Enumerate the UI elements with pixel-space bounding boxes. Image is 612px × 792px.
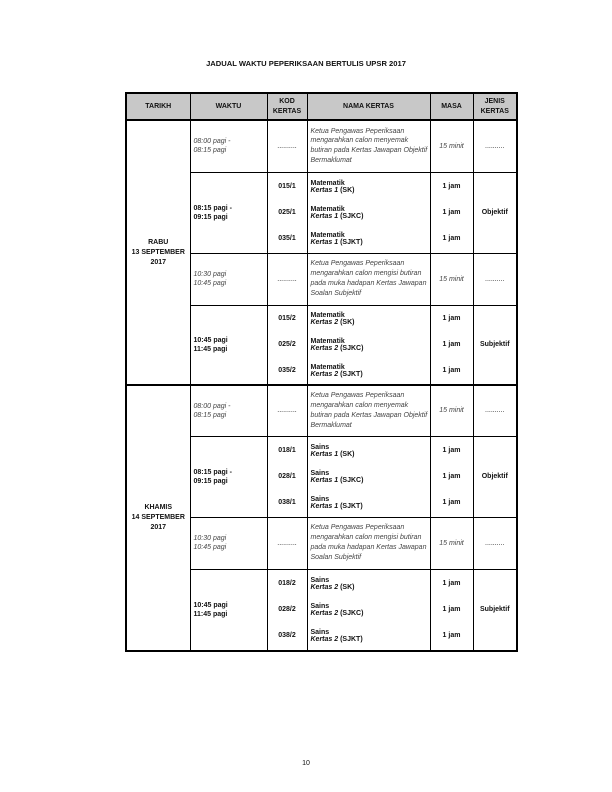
paper-duration: 1 jam (442, 315, 461, 323)
time-start: 10:30 pagi (193, 271, 227, 278)
school-type: (SJKT) (340, 635, 363, 643)
date-cell (126, 120, 190, 385)
paper-code: 018/2 (278, 580, 296, 588)
table-row (126, 385, 517, 436)
name-cell (307, 569, 430, 651)
code-cell (267, 305, 307, 385)
school-type: (SJKT) (340, 238, 363, 246)
time-cell (190, 253, 267, 305)
time-end: 11:45 pagi (193, 610, 228, 618)
paper-code: 035/2 (278, 367, 296, 375)
code-cell: .......... (267, 253, 307, 305)
subject: Sains (310, 628, 330, 636)
paper-duration: 1 jam (442, 209, 461, 216)
type-cell: .......... (473, 385, 517, 436)
school-type: (SJKC) (340, 609, 364, 617)
duration-cell: 15 minit (430, 517, 473, 569)
day: KHAMIS (144, 504, 173, 511)
instruction-note: Ketua Pengawas Peperiksaan mengarahkan calon menyemak butiran pada Kertas Jawapan Objektif Bermaklumat (307, 120, 430, 172)
paper-name (308, 623, 430, 649)
type-cell: Objektif (473, 172, 517, 253)
time-end: 10:45 pagi (193, 280, 227, 287)
time-start: 08:00 pagi - (193, 402, 231, 410)
subject: Sains (310, 443, 330, 451)
subject: Sains (310, 495, 330, 503)
name-cell (307, 436, 430, 517)
time-end: 11:45 pagi (193, 345, 228, 353)
time-end: 10:45 pagi (193, 544, 227, 551)
paper-number: Kertas 2 (310, 370, 339, 378)
subject: Matematik (310, 205, 345, 213)
paper-number: Kertas 2 (310, 318, 339, 326)
time-start: 08:00 pagi - (193, 138, 231, 146)
paper-name (308, 174, 430, 200)
paper-number: Kertas 1 (310, 502, 339, 510)
type-cell: Objektif (473, 436, 517, 517)
school-type: (SJKT) (340, 370, 363, 378)
code-cell: .......... (267, 120, 307, 172)
time-start: 08:15 pagi - (193, 468, 233, 476)
paper-code: 018/1 (278, 447, 296, 454)
school-type: (SJKT) (340, 502, 363, 510)
time-cell (190, 436, 267, 517)
year: 2017 (150, 258, 167, 266)
date-cell (126, 385, 190, 651)
school-type: (SK) (340, 318, 355, 326)
code-cell (267, 569, 307, 651)
paper-code: 015/1 (278, 183, 296, 190)
school-type: (SK) (340, 450, 355, 458)
paper-number: Kertas 1 (310, 238, 339, 246)
paper-code: 025/2 (278, 341, 296, 349)
paper-duration: 1 jam (442, 580, 461, 588)
paper-name (308, 464, 430, 490)
paper-name (308, 226, 430, 252)
time-end: 08:15 pagi (193, 411, 227, 419)
code-cell: .......... (267, 517, 307, 569)
school-type: (SK) (340, 186, 355, 194)
school-type: (SK) (340, 583, 355, 591)
paper-name (308, 571, 430, 597)
time-start: 10:45 pagi (193, 336, 228, 344)
header-masa: MASA (430, 93, 473, 120)
instruction-note: Ketua Pengawas Peperiksaan mengarahkan calon mengisi butiran pada muka hadapan Kertas Jawapan Soalan Subjektif (307, 253, 430, 305)
header-nama: NAMA KERTAS (307, 93, 430, 120)
paper-code: 035/1 (278, 235, 296, 242)
duration-cell: 15 minit (430, 120, 473, 172)
type-cell: .......... (473, 120, 517, 172)
date: 13 SEPTEMBER (131, 248, 185, 256)
paper-name (308, 200, 430, 226)
paper-duration: 1 jam (442, 447, 461, 454)
type-cell: Subjektif (473, 305, 517, 385)
table-header (126, 93, 517, 120)
paper-duration: 1 jam (442, 367, 461, 375)
duration-cell (430, 569, 473, 651)
time-start: 10:30 pagi (193, 535, 227, 542)
school-type: (SJKC) (340, 212, 364, 220)
school-type: (SJKC) (340, 476, 364, 484)
subject: Sains (310, 469, 330, 477)
paper-number: Kertas 1 (310, 212, 339, 220)
paper-number: Kertas 1 (310, 186, 339, 194)
date: 14 SEPTEMBER (131, 514, 185, 521)
instruction-note: Ketua Pengawas Peperiksaan mengarahkan calon menyemak butiran pada Kertas Jawapan Objektif Bermaklumat (307, 385, 430, 436)
time-cell (190, 120, 267, 172)
paper-code: 028/2 (278, 606, 296, 614)
duration-cell: 15 minit (430, 385, 473, 436)
paper-name (308, 332, 430, 358)
school-type: (SJKC) (340, 344, 364, 352)
paper-duration: 1 jam (442, 606, 461, 614)
paper-number: Kertas 1 (310, 476, 339, 484)
paper-duration: 1 jam (442, 341, 461, 349)
year: 2017 (150, 524, 167, 531)
paper-name (308, 597, 430, 623)
time-start: 08:15 pagi - (193, 204, 233, 212)
paper-name (308, 306, 430, 332)
subject: Sains (310, 602, 330, 610)
subject: Matematik (310, 231, 345, 239)
type-cell: .......... (473, 517, 517, 569)
time-cell (190, 517, 267, 569)
time-cell (190, 305, 267, 385)
paper-number: Kertas 2 (310, 635, 339, 643)
subject: Matematik (310, 311, 345, 319)
paper-name (308, 358, 430, 384)
header-jenis: JENIS KERTAS (473, 93, 517, 120)
paper-number: Kertas 2 (310, 609, 339, 617)
paper-code: 025/1 (278, 209, 296, 216)
name-cell (307, 305, 430, 385)
paper-code: 015/2 (278, 315, 296, 323)
subject: Matematik (310, 363, 345, 371)
duration-cell (430, 305, 473, 385)
time-cell (190, 172, 267, 253)
paper-code: 028/1 (278, 473, 296, 480)
instruction-note: Ketua Pengawas Peperiksaan mengarahkan calon mengisi butiran pada muka hadapan Kertas Jawapan Soalan Subjektif (307, 517, 430, 569)
header-tarikh: TARIKH (126, 93, 190, 120)
paper-duration: 1 jam (442, 183, 461, 190)
paper-name (308, 490, 430, 516)
name-cell (307, 172, 430, 253)
time-end: 09:15 pagi (193, 213, 228, 221)
paper-duration: 1 jam (442, 235, 461, 242)
code-cell: .......... (267, 385, 307, 436)
type-cell: Subjektif (473, 569, 517, 651)
paper-code: 038/1 (278, 499, 296, 506)
paper-name (308, 438, 430, 464)
duration-cell (430, 172, 473, 253)
time-start: 10:45 pagi (193, 601, 228, 609)
subject: Matematik (310, 179, 345, 187)
time-end: 09:15 pagi (193, 477, 228, 485)
exam-timetable (125, 92, 518, 652)
paper-duration: 1 jam (442, 473, 461, 480)
header-waktu: WAKTU (190, 93, 267, 120)
paper-number: Kertas 2 (310, 344, 339, 352)
table-row (126, 120, 517, 172)
paper-code: 038/2 (278, 632, 296, 640)
code-cell (267, 172, 307, 253)
code-cell (267, 436, 307, 517)
duration-cell (430, 436, 473, 517)
type-cell: .......... (473, 253, 517, 305)
paper-duration: 1 jam (442, 499, 461, 506)
paper-duration: 1 jam (442, 632, 461, 640)
paper-number: Kertas 2 (310, 583, 339, 591)
subject: Sains (310, 576, 330, 584)
page-number: 10 (302, 760, 310, 767)
time-cell (190, 569, 267, 651)
duration-cell: 15 minit (430, 253, 473, 305)
subject: Matematik (310, 337, 345, 345)
time-end: 08:15 pagi (193, 147, 227, 155)
document-title: JADUAL WAKTU PEPERIKSAAN BERTULIS UPSR 2017 (206, 59, 406, 68)
paper-number: Kertas 1 (310, 450, 339, 458)
time-cell (190, 385, 267, 436)
header-kod: KOD KERTAS (267, 93, 307, 120)
day: RABU (148, 238, 169, 246)
